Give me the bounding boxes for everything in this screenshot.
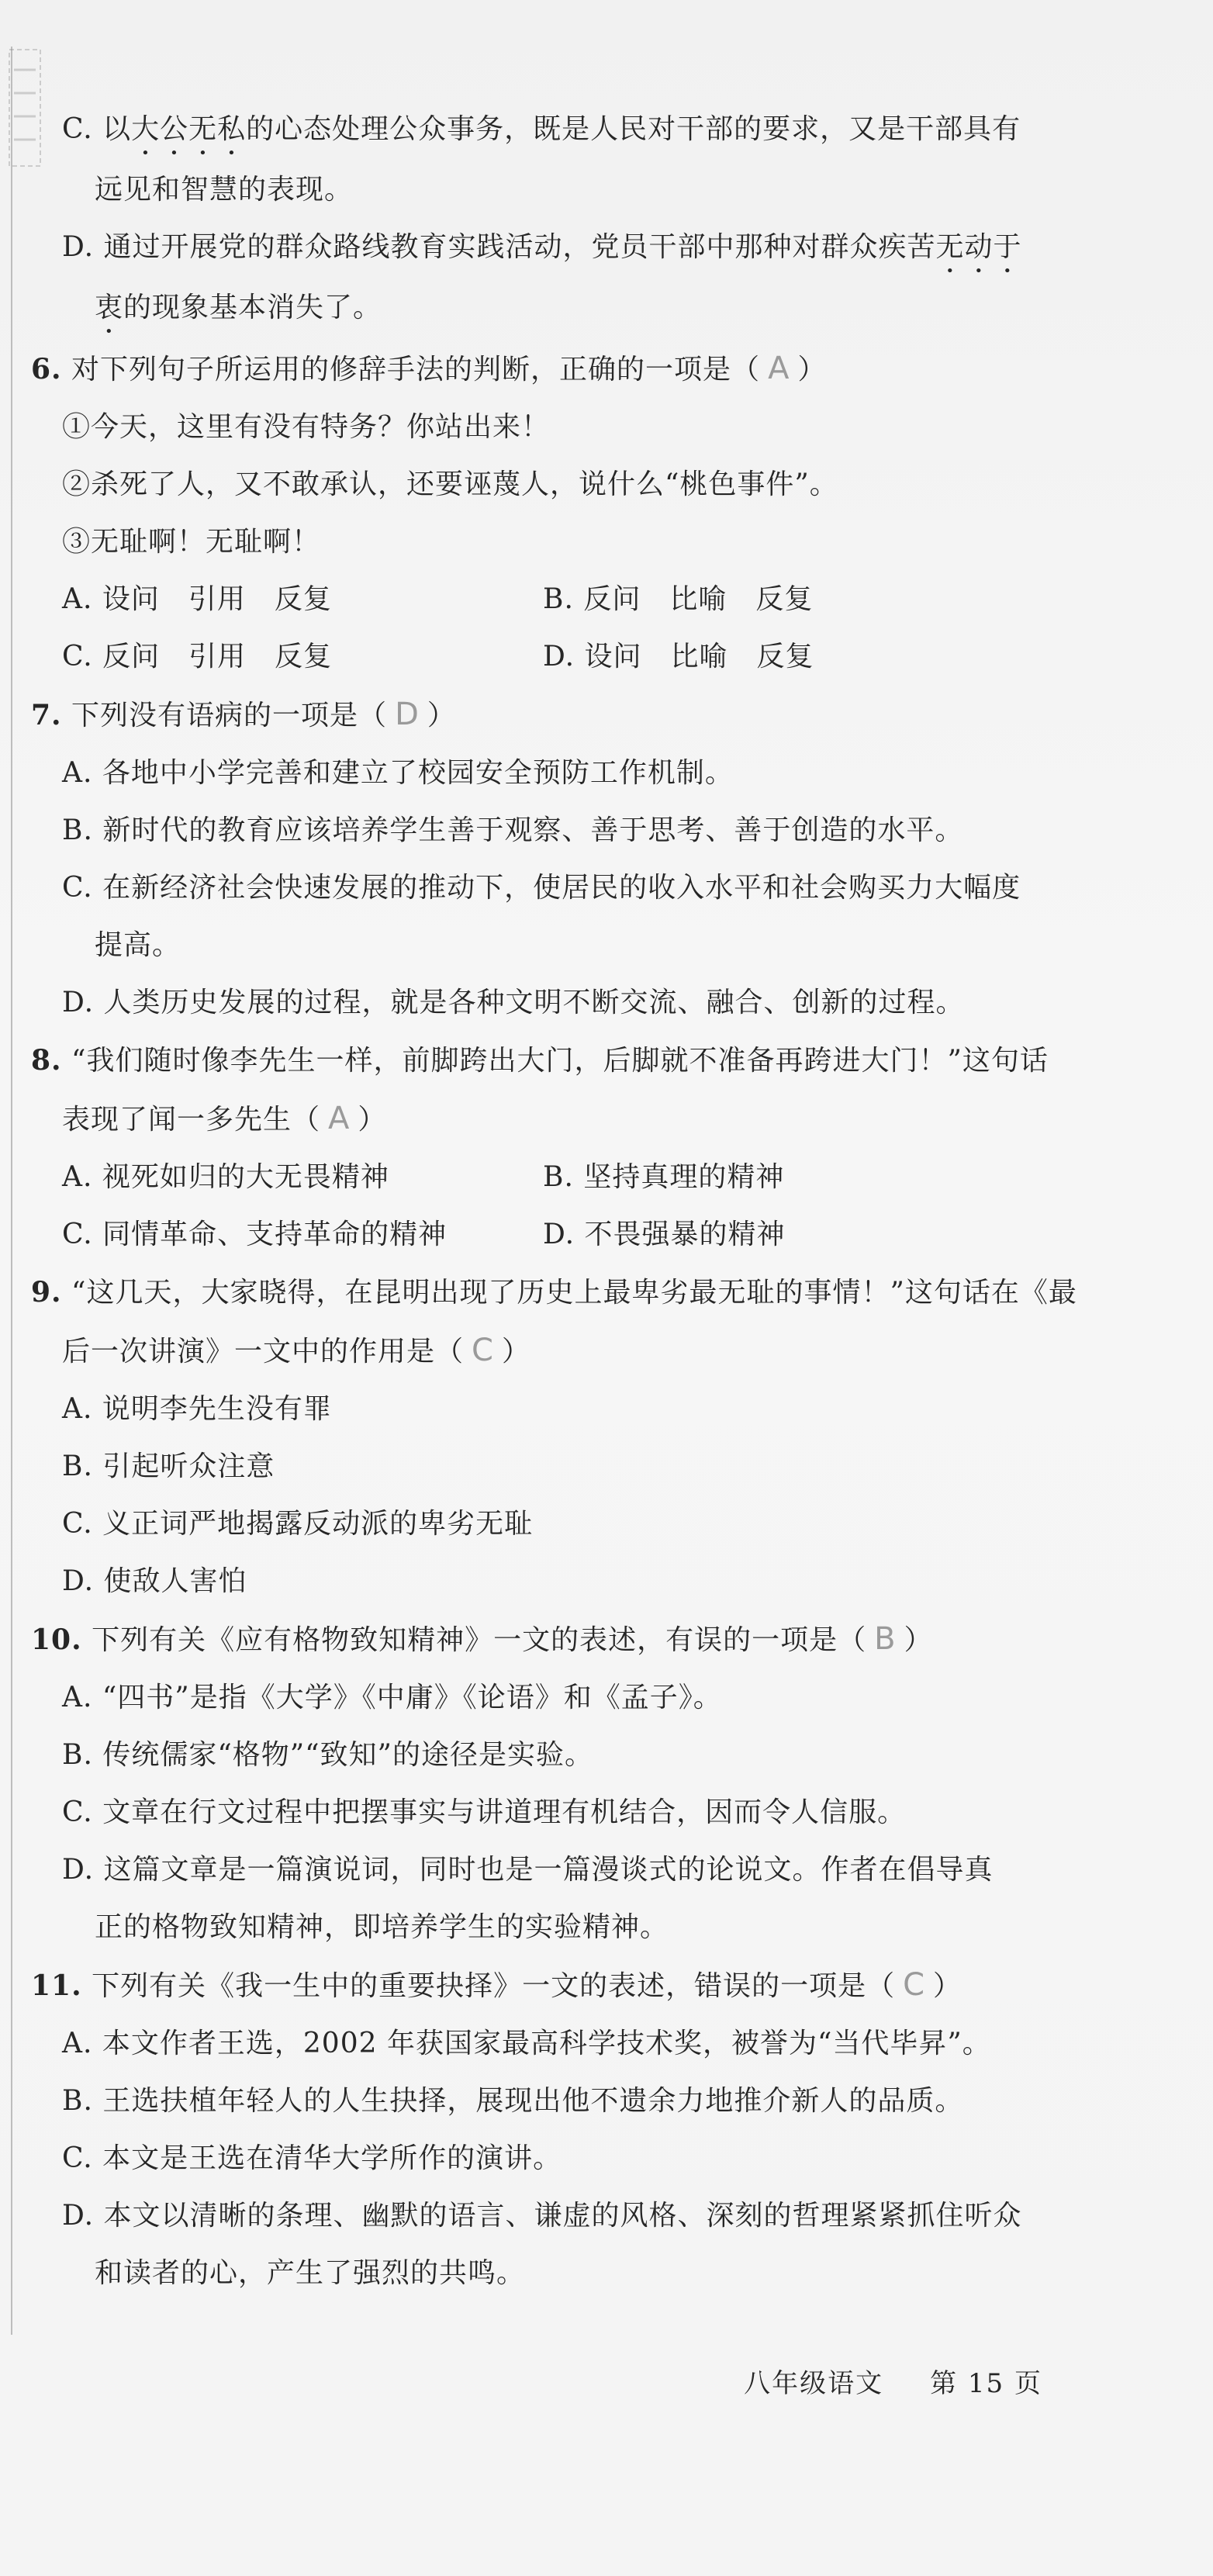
binding-line bbox=[11, 47, 12, 2335]
q7-option-c: C. 在新经济社会快速发展的推动下，使居民的收入水平和社会购买力大幅度 bbox=[62, 872, 1021, 904]
q8-option-d: D. 不畏强暴的精神 bbox=[543, 1219, 786, 1250]
q6-sentence-3: ③无耻啊！无耻啊！ bbox=[62, 526, 321, 558]
q9-stem-text-2: 后一次讲演》一文中的作用是（ bbox=[62, 1336, 465, 1368]
q8-stem-line2 bbox=[31, 1090, 1117, 1149]
q9-stem-close: ） bbox=[501, 1336, 530, 1368]
q8-option-c: C. 同情革命、支持革命的精神 bbox=[62, 1219, 448, 1250]
page-footer bbox=[744, 2362, 1042, 2400]
q7-stem-close: ） bbox=[427, 700, 456, 731]
q5-option-d-text-rest: 的现象基本消失了。 bbox=[123, 292, 382, 323]
q10-answer: B bbox=[874, 1621, 897, 1657]
q10-stem-close: ） bbox=[904, 1624, 933, 1656]
q6-options-row-2 bbox=[31, 628, 1117, 686]
q10-option-d-line2: 正的格物致知精神，即培养学生的实验精神。 bbox=[95, 1911, 669, 1943]
q7-number: 7. bbox=[31, 699, 62, 731]
q8-option-a: A. 视死如归的大无畏精神 bbox=[62, 1161, 389, 1193]
q9-option-a: A. 说明李先生没有罪 bbox=[62, 1393, 332, 1425]
q11-stem-close: ） bbox=[933, 1970, 962, 2002]
q5-option-d-text: D. 通过开展党的群众路线教育实践活动，党员干部中那种对群众疾苦 bbox=[62, 231, 936, 263]
q9-answer: C bbox=[472, 1333, 494, 1368]
q6-option-c: C. 反问 引用 反复 bbox=[62, 641, 333, 673]
q6-options-row-1 bbox=[31, 571, 1117, 628]
q11-answer: C bbox=[903, 1967, 926, 2003]
q6-sentence-1: ①今天，这里有没有特务？你站出来！ bbox=[62, 411, 551, 443]
q6-option-b: B. 反问 比喻 反复 bbox=[543, 583, 814, 615]
q7-stem bbox=[31, 686, 1117, 745]
q11-option-d: D. 本文以清晰的条理、幽默的语言、谦虚的风格、深刻的哲理紧紧抓住听众 bbox=[62, 2200, 1022, 2232]
q11-option-d-line2: 和读者的心，产生了强烈的共鸣。 bbox=[95, 2257, 526, 2289]
q7-option-c-line2: 提高。 bbox=[95, 929, 181, 961]
q6-answer: A bbox=[768, 351, 790, 386]
q5-option-d-emphasis-2: 衷 bbox=[95, 292, 124, 323]
q9-number: 9. bbox=[31, 1276, 62, 1309]
q9-stem-text: “这几天，大家晓得，在昆明出现了历史上最卑劣最无耻的事情！”这句话在《最 bbox=[71, 1277, 1077, 1309]
q10-option-c: C. 文章在行文过程中把摆事实与讲道理有机结合，因而令人信服。 bbox=[62, 1796, 907, 1828]
q5-option-c-text-rest: 的心态处理公众事务，既是人民对干部的要求，又是干部具有 bbox=[246, 113, 1021, 145]
q10-option-b: B. 传统儒家“格物”“致知”的途径是实验。 bbox=[62, 1739, 593, 1771]
q10-stem bbox=[31, 1610, 1117, 1669]
q8-stem-text: “我们随时像李先生一样，前脚跨出大门，后脚就不准备再跨进大门！”这句话 bbox=[71, 1045, 1049, 1077]
q10-option-a: A. “四书”是指《大学》《中庸》《论语》和《孟子》。 bbox=[62, 1682, 722, 1713]
q6-option-d: D. 设问 比喻 反复 bbox=[543, 641, 814, 673]
q8-number: 8. bbox=[31, 1044, 62, 1077]
q5-option-c-emphasis: 大公无私 bbox=[131, 113, 247, 145]
footer-subject: 八年级语文 bbox=[744, 2368, 884, 2399]
q11-stem bbox=[31, 1956, 1117, 2015]
question-list bbox=[31, 101, 1117, 2302]
q7-stem-text: 下列没有语病的一项是（ bbox=[71, 700, 388, 731]
q5-option-d-line2 bbox=[31, 279, 1117, 340]
q11-number: 11. bbox=[31, 1969, 82, 2002]
q11-stem-text: 下列有关《我一生中的重要抉择》一文的表述，错误的一项是（ bbox=[92, 1970, 896, 2002]
q6-option-a: A. 设问 引用 反复 bbox=[62, 583, 332, 615]
q7-option-a: A. 各地中小学完善和建立了校园安全预防工作机制。 bbox=[62, 757, 734, 789]
q5-option-c-line2: 远见和智慧的表现。 bbox=[95, 174, 354, 206]
q5-option-d-emphasis: 无动于 bbox=[935, 231, 1022, 263]
q8-stem bbox=[31, 1032, 1117, 1090]
q7-answer: D bbox=[395, 697, 420, 732]
q8-options-row-1 bbox=[31, 1149, 1117, 1206]
q9-stem bbox=[31, 1264, 1117, 1322]
q9-option-b: B. 引起听众注意 bbox=[62, 1451, 275, 1482]
q9-option-d: D. 使敌人害怕 bbox=[62, 1565, 247, 1597]
q6-stem-close: ） bbox=[797, 354, 827, 386]
q8-options-row-2 bbox=[31, 1206, 1117, 1264]
q11-option-c: C. 本文是王选在清华大学所作的演讲。 bbox=[62, 2142, 562, 2174]
q8-stem-close: ） bbox=[358, 1104, 387, 1136]
q10-option-d: D. 这篇文章是一篇演说词，同时也是一篇漫谈式的论说文。作者在倡导真 bbox=[62, 1854, 994, 1886]
q9-option-c: C. 义正词严地揭露反动派的卑劣无耻 bbox=[62, 1508, 534, 1540]
q8-option-b: B. 坚持真理的精神 bbox=[543, 1161, 785, 1193]
q8-stem-text-2: 表现了闻一多先生（ bbox=[62, 1104, 321, 1136]
q5-option-d bbox=[31, 219, 1117, 279]
q5-option-c-text: C. 以 bbox=[62, 113, 132, 145]
q7-option-d: D. 人类历史发展的过程，就是各种文明不断交流、融合、创新的过程。 bbox=[62, 987, 965, 1018]
q9-stem-line2 bbox=[31, 1322, 1117, 1381]
q6-stem bbox=[31, 340, 1117, 399]
q11-option-a: A. 本文作者王选，2002 年获国家最高科学技术奖，被誉为“当代毕昇”。 bbox=[62, 2028, 991, 2059]
footer-page-number: 第 15 页 bbox=[930, 2368, 1042, 2399]
q6-sentence-2: ②杀死了人，又不敢承认，还要诬蔑人，说什么“桃色事件”。 bbox=[62, 469, 838, 500]
q11-option-b: B. 王选扶植年轻人的人生抉择，展现出他不遗余力地推介新人的品质。 bbox=[62, 2085, 964, 2117]
q5-option-c bbox=[31, 101, 1117, 161]
q8-answer: A bbox=[328, 1101, 351, 1136]
q10-stem-text: 下列有关《应有格物致知精神》一文的表述，有误的一项是（ bbox=[92, 1624, 867, 1656]
q10-number: 10. bbox=[31, 1623, 82, 1656]
q6-number: 6. bbox=[31, 353, 62, 386]
q6-stem-text: 对下列句子所运用的修辞手法的判断，正确的一项是（ bbox=[71, 354, 761, 386]
q7-option-b: B. 新时代的教育应该培养学生善于观察、善于思考、善于创造的水平。 bbox=[62, 814, 964, 846]
